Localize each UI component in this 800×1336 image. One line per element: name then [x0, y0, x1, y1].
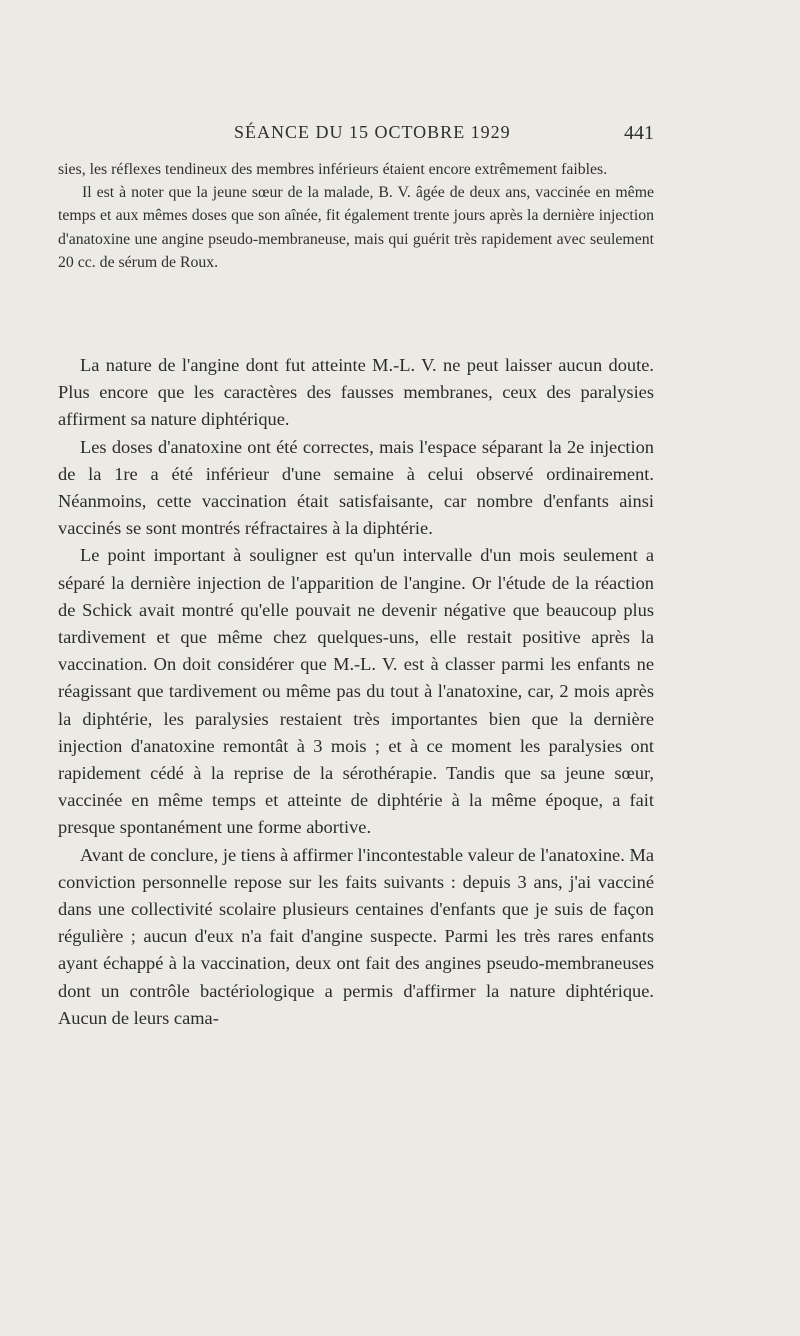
body-paragraph: Avant de conclure, je tiens à affirmer l'incontestable valeur de l'anatoxine. Ma conviction personnelle repose sur les faits suivants : depuis 3 ans, j'ai vacciné dans une collectivité scolaire plusieurs centaines d'enfants que je suis de façon régulière ; aucun d'eux n'a fait d'angine suspecte. Parmi les très rares enfants ayant échappé à la vaccination, deux ont fait des angines pseudo-membraneuses dont un contrôle bactériologique a permis d'affirmer la nature diphtérique. Aucun de leurs cama-	[58, 844, 654, 1028]
page-number: 441	[624, 122, 654, 144]
small-paragraph: Il est à noter que la jeune sœur de la malade, B. V. âgée de deux ans, vaccinée en même temps et aux mêmes doses que son aînée, fit également trente jours après la dernière injection d'anatoxine une angine pseudo-membraneuse, mais qui guérit très rapidement avec seulement 20 cc. de sérum de Roux.	[58, 184, 654, 271]
page-header	[58, 122, 654, 150]
running-title: SÉANCE DU 15 OCTOBRE 1929	[234, 122, 511, 142]
main-text-block	[58, 352, 654, 1032]
body-paragraph: Le point important à souligner est qu'un intervalle d'un mois seulement a séparé la dernière injection de l'apparition de l'angine. Or l'étude de la réaction de Schick avait montré qu'elle pouvait ne devenir négative que beaucoup plus tardivement et que même chez quelques-uns, elle restait positive après la vaccination. On doit considérer que M.-L. V. est à classer parmi les enfants ne réagissant que tardivement ou même pas du tout à l'anatoxine, car, 2 mois après la diphtérie, les paralysies restaient très importantes bien que la dernière injection d'anatoxine remontât à 3 mois ; et à ce moment les paralysies ont rapidement cédé à la reprise de la sérothérapie. Tandis que sa jeune sœur, vaccinée en même temps et atteinte de diphtérie à la même époque, a fait presque spontanément une forme abortive.	[58, 545, 654, 838]
body-paragraph: Les doses d'anatoxine ont été correctes, mais l'espace séparant la 2e injection de la 1re a été inférieur d'une semaine à celui observé ordinairement. Néanmoins, cette vaccination était satisfaisante, car nombre d'enfants ainsi vaccinés se sont montrés réfractaires à la diphtérie.	[58, 436, 654, 539]
body-paragraph: La nature de l'angine dont fut atteinte M.-L. V. ne peut laisser aucun doute. Plus encore que les caractères des fausses membranes, ceux des paralysies affirment sa nature diphtérique.	[58, 355, 654, 430]
small-paragraph: sies, les réflexes tendineux des membres inférieurs étaient encore extrêmement faibles.	[58, 161, 608, 178]
small-print-block	[58, 158, 654, 274]
